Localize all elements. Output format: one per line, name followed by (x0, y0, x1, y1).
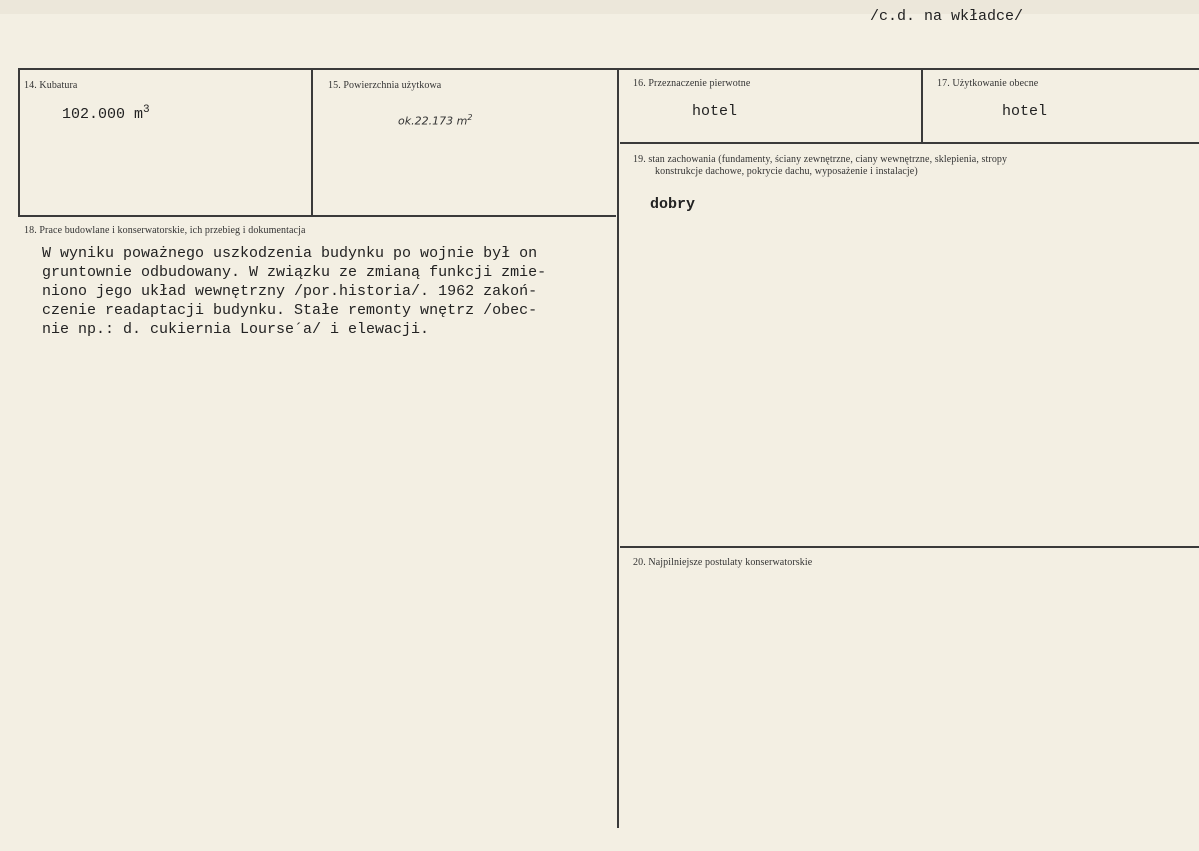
field-20-label: 20. Najpilniejsze postulaty konserwatorskie (633, 557, 813, 568)
field-18-line: W wyniku poważnego uszkodzenia budynku po wojnie był on (42, 245, 538, 262)
field-18-text (42, 244, 546, 339)
field-18-line: czenie readaptacji budynku. Stałe remonty wnętrz /obec- (42, 302, 538, 319)
rule-14-15-divider (311, 68, 313, 216)
continued-note: /c.d. na wkładce/ (870, 8, 1024, 25)
field-19-label-cont: konstrukcje dachowe, pokrycie dachu, wyposażenie i instalacje) (655, 166, 918, 177)
field-16-label: 16. Przeznaczenie pierwotne (633, 78, 751, 89)
rule-19-bottom (620, 546, 1199, 548)
field-18-line: niono jego układ wewnętrzny /por.historia/. 1962 zakoń- (42, 283, 538, 300)
field-18-label: 18. Prace budowlane i konserwatorskie, ich przebieg i dokumentacja (24, 225, 306, 236)
field-19-value: dobry (650, 196, 696, 213)
field-18-line: nie np.: d. cukiernia Lourse´a/ i elewacji. (42, 321, 430, 338)
field-15-label: 15. Powierzchnia użytkowa (328, 80, 442, 91)
field-15-value: ok.22.173 $m^2$ (398, 113, 473, 128)
field-17-label: 17. Użytkowanie obecne (937, 78, 1039, 89)
field-17-value: hotel (1002, 103, 1048, 120)
field-15-unit-sup: 2 (467, 113, 473, 122)
field-14-value: 102.000 $m^3$ (62, 104, 150, 123)
rule-top (18, 68, 1199, 70)
field-14-label: 14. Kubatura (24, 80, 78, 91)
rule-left (18, 68, 20, 216)
field-16-value: hotel (692, 103, 738, 120)
field-19-label: 19. stan zachowania (fundamenty, ściany zewnętrzne, ciany wewnętrzne, sklepienia, stropy (633, 154, 1008, 165)
rule-16-17-bottom (620, 142, 1199, 144)
field-18-line: gruntownie odbudowany. W związku ze zmianą funkcji zmie- (42, 264, 547, 281)
rule-16-17-divider (921, 68, 923, 143)
rule-14-15-bottom (18, 215, 616, 217)
field-14-unit-sup: 3 (143, 104, 150, 116)
rule-center (617, 68, 619, 828)
